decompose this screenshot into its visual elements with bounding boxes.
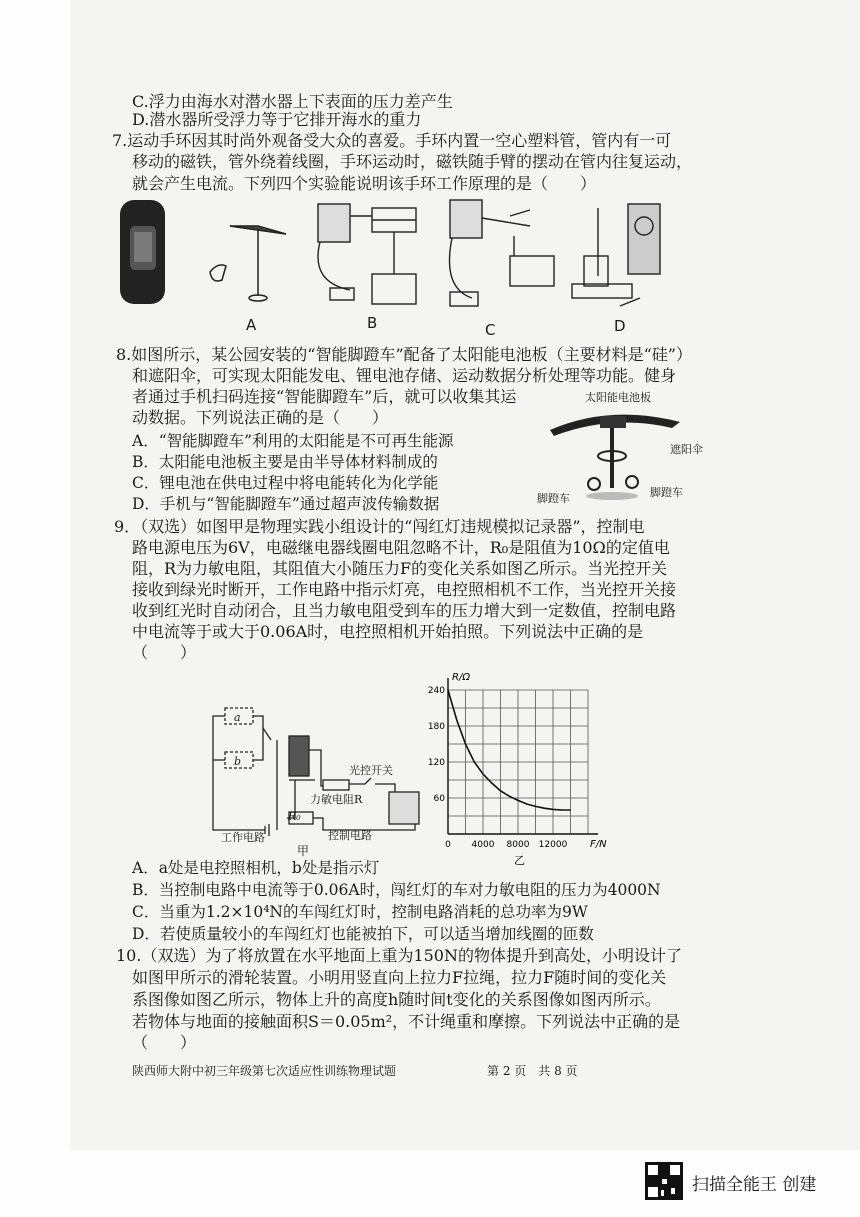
q7-label-a: A xyxy=(246,316,257,334)
q10-line-2: 如图甲所示的滑轮装置。小明用竖直向上拉力F拉绳，拉力F随时间的变化关 xyxy=(132,968,667,987)
chart-caption: 乙 xyxy=(514,854,525,867)
q7-label-c: C xyxy=(485,321,496,339)
circuit-label-a: a xyxy=(234,711,241,724)
data-point xyxy=(561,809,562,810)
experiment-c-figure xyxy=(450,200,555,306)
x-tick-label: 4000 xyxy=(471,840,495,850)
q9-option-a: A．a处是电控照相机，b处是指示灯 xyxy=(132,859,380,877)
circuit-label-r0: R₀ xyxy=(288,810,301,823)
page-footer-number: 第 2 页 共 8 页 xyxy=(487,1064,578,1078)
y-tick-label: 180 xyxy=(427,722,445,732)
q9-line-6: 中电流等于或大于0.06A时，电控照相机开始拍照。下列说法中正确的是 xyxy=(132,622,644,641)
chart-grid xyxy=(448,690,588,834)
wristband-image xyxy=(120,200,165,304)
q10-line-3: 系图像如图乙所示，物体上升的高度h随时间t变化的关系图像如图丙所示。 xyxy=(132,990,661,1009)
data-point xyxy=(491,782,492,783)
q8-line-3: 者通过手机扫码连接“智能脚蹬车”后，就可以收集其运 xyxy=(132,387,517,406)
x-tick-label: 8000 xyxy=(506,840,530,850)
circuit-label-work-circuit: 工作电路 xyxy=(221,831,265,844)
x-tick-label: 12000 xyxy=(538,840,568,850)
data-point xyxy=(465,743,466,744)
y-tick-label: 60 xyxy=(433,794,445,804)
q7-label-b: B xyxy=(367,314,378,332)
q10-line-5: （ ） xyxy=(132,1033,197,1052)
q7-line-1: 7.运动手环因其时尚外观备受大众的喜爱。手环内置一空心塑料管，管内有一可 xyxy=(112,131,672,150)
q10-line-1: 10.（双选）为了将放置在水平地面上重为150N的物体提升到高处，小明设计了 xyxy=(116,946,682,965)
data-point xyxy=(552,809,553,810)
chart-marks xyxy=(447,689,571,810)
q9-line-7: （ ） xyxy=(132,643,197,662)
data-point xyxy=(570,809,571,810)
q6-option-d: D.潜水器所受浮力等于它排开海水的重力 xyxy=(132,110,422,129)
fig-label-solar-panel: 太阳能电池板 xyxy=(585,391,651,404)
y-tick-label: 240 xyxy=(427,686,445,696)
fig-label-bike-right: 脚蹬车 xyxy=(650,486,683,499)
q7-label-d: D xyxy=(614,317,626,335)
data-point xyxy=(535,806,536,807)
fig-label-umbrella: 遮阳伞 xyxy=(670,443,703,456)
q10-line-4: 若物体与地面的接触面积S＝0.05m²，不计绳重和摩擦。下列说法中正确的是 xyxy=(132,1012,681,1031)
data-point xyxy=(526,803,527,804)
circuit-label-force-sensor: 力敏电阻R xyxy=(310,793,363,806)
y-tick-label: 120 xyxy=(427,758,445,768)
q8-line-2: 和遮阳伞，可实现太阳能发电、锂电池存储、运动数据分析处理等功能。健身 xyxy=(132,366,677,385)
data-point xyxy=(500,790,501,791)
q9-option-b: B．当控制电路中电流等于0.06A时，闯红灯的车对力敏电阻的压力为4000N xyxy=(132,881,661,899)
q7-line-2: 移动的磁铁，管外绕着线圈，手环运动时，磁铁随手臂的摆动在管内往复运动， xyxy=(132,152,693,171)
q8-option-b: B．太阳能电池板主要是由半导体材料制成的 xyxy=(132,453,438,471)
chart-y-label: R/Ω xyxy=(452,672,470,683)
chart-axes xyxy=(428,678,598,850)
data-point xyxy=(456,719,457,720)
data-point xyxy=(544,808,545,809)
q9-line-5: 收到红光时自动闭合，且当力敏电阻受到车的压力增大到一定数值，控制电路 xyxy=(132,601,677,620)
q9-line-3: 阻，R为力敏电阻，其阻值大小随压力F的变化关系如图乙所示。当光控开关 xyxy=(132,559,668,578)
q9-line-1: 9．（双选）如图甲是物理实践小组设计的“闯红灯违规模拟记录器”，控制电 xyxy=(114,517,645,536)
q9-option-c: C．当重为1.2×10⁴N的车闯红灯时，控制电路消耗的总功率为9W xyxy=(132,903,588,921)
data-point xyxy=(474,761,475,762)
experiment-a-figure xyxy=(210,226,286,301)
x-tick-label: 0 xyxy=(445,840,451,850)
data-point xyxy=(509,796,510,797)
scanner-brand-text: 扫描全能王 创建 xyxy=(692,1175,817,1195)
chart-x-label: F/N xyxy=(590,839,607,850)
resistance-force-chart xyxy=(420,668,620,867)
q9-line-4: 接收到绿光时断开，工作电路中指示灯亮，电控照相机不工作，当光控开关接 xyxy=(132,580,677,599)
data-point xyxy=(517,800,518,801)
circuit-caption: 甲 xyxy=(297,844,310,858)
q7-line-3: 就会产生电流。下列四个实验能说明该手环工作原理的是（ ） xyxy=(132,174,597,193)
circuit-label-light-switch: 光控开关 xyxy=(349,764,393,777)
q8-option-a: A．“智能脚蹬车”利用的太阳能是不可再生能源 xyxy=(132,432,454,450)
circuit-label-control-circuit: 控制电路 xyxy=(328,829,372,842)
q9-line-2: 路电源电压为6V，电磁继电器线圈电阻忽略不计，R₀是阻值为10Ω的定值电 xyxy=(132,538,670,557)
experiment-d-figure xyxy=(572,204,660,306)
q8-option-c: C．锂电池在供电过程中将电能转化为化学能 xyxy=(132,474,439,492)
data-point xyxy=(482,773,483,774)
q8-line-1: 8.如图所示，某公园安装的“智能脚蹬车”配备了太阳能电池板（主要材料是“硅”） xyxy=(116,345,692,364)
q7-experiment-figures xyxy=(110,196,670,336)
q9-option-d: D．若使质量较小的车闯红灯也能被拍下，可以适当增加线圈的匝数 xyxy=(132,925,594,943)
data-point xyxy=(447,689,448,690)
q8-line-4: 动数据。下列说法正确的是（ ） xyxy=(132,408,389,427)
circuit-label-b: b xyxy=(234,755,242,768)
experiment-b-figure xyxy=(318,204,416,304)
qr-code-icon xyxy=(645,1162,683,1200)
q8-option-d: D．手机与“智能脚蹬车”通过超声波传输数据 xyxy=(132,495,440,513)
fig-label-bike-left: 脚蹬车 xyxy=(537,492,570,505)
page-footer-title: 陕西师大附中初三年级第七次适应性训练物理试题 xyxy=(132,1064,397,1078)
q6-option-c: C.浮力由海水对潜水器上下表面的压力差产生 xyxy=(132,92,453,111)
